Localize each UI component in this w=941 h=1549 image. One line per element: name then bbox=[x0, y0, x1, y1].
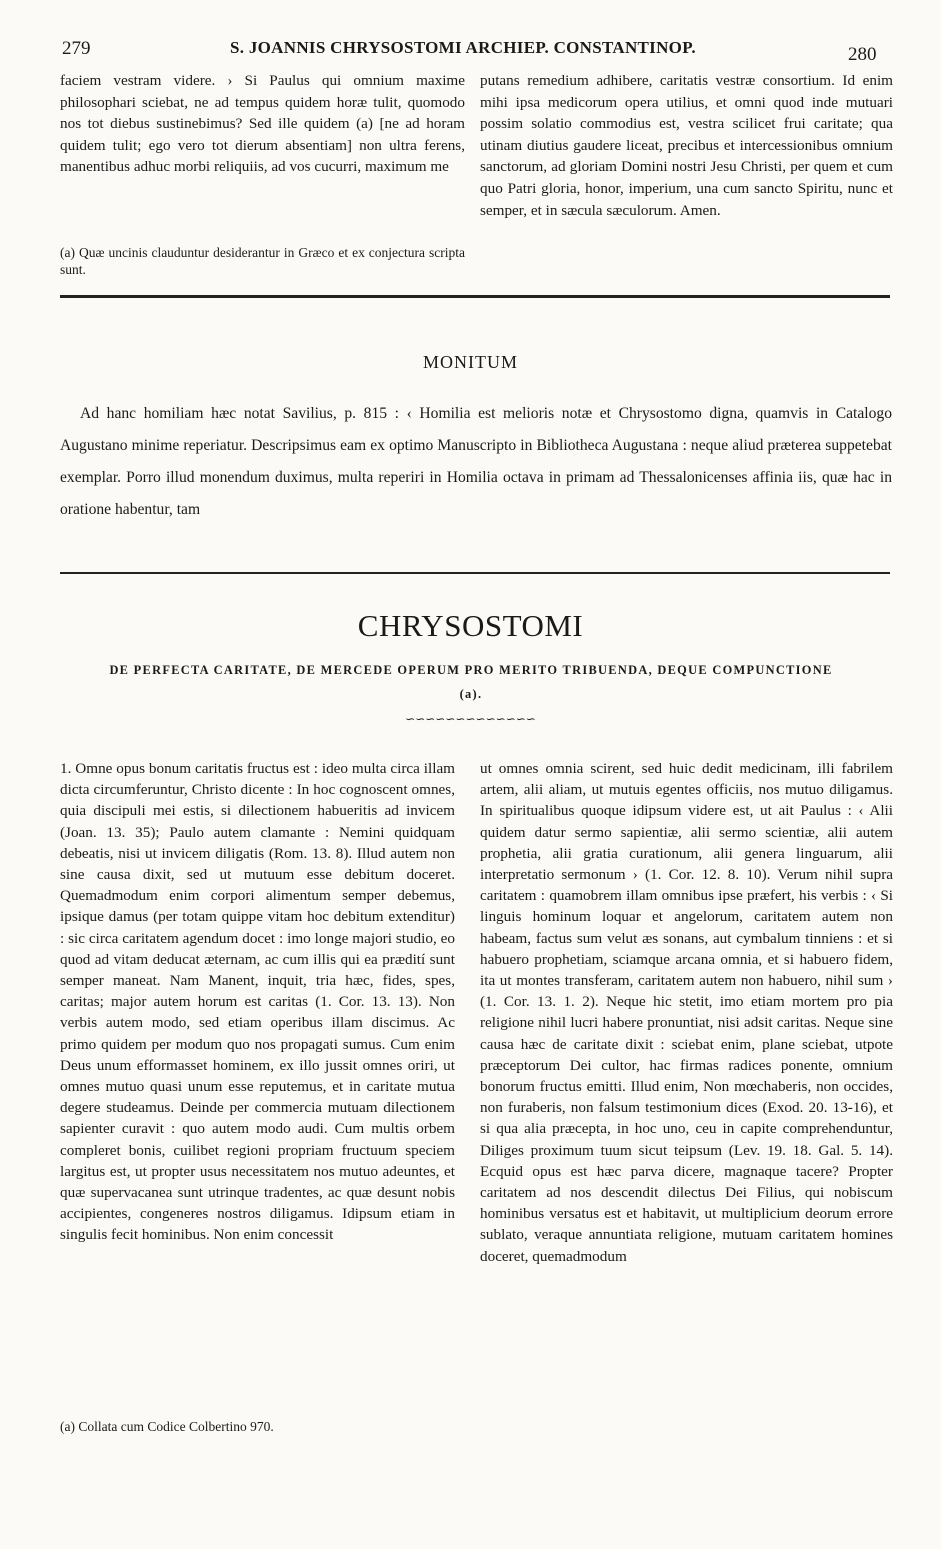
main-left-text: 1. Omne opus bonum caritatis fructus est : ideo multa circa illam dicta circumferuntur, Christo dicente : In hoc cognoscent omnes, quia discipuli mei estis, si dilectionem habueritis ad invicem (Joan. 13. 35); Paulo autem clamante : Nemini quidquam debeatis, nisi ut invicem diligatis (Rom. 13. 8). Illud autem non sine causa dixit, sed ut mutuum esse debitum doceret. Quemadmodum enim corpori alimentum semper debemus, ipsique damus (per totam quippe vitam hoc debitum extenditur) : sic circa caritatem agendum docet : imo longe majori studio, eo quod ad vitam deducat æternam, ac cum illis qui ea prædití sunt semper maneat. Nam Manent, inquit, tria hæc, fides, spes, caritas; major autem horum est caritas (1. Cor. 13. 13). Non verbis autem modo, sed etiam operibus illam discimus. Ac primo quidem per modum quo nos propagati sumus. Cum enim Deus unum efformasset hominem, ex illo jussit omnes oriri, ut omnes mutuo quasi unum esse reputemus, et in caritate mutua degere studeamus. Deinde per commercia mutuam dilectionem sapienter curavit : quo autem modo audi. Cum multis orbem compleret bonis, cuilibet regioni propriam fructuum speciem largitus est, ut propter usus necessitatem nos mutuo adeuntes, et quæ supervacanea sunt utrinque tradentes, ac quæ desunt nobis accipientes, congeneres nostros diligamus. Idipsum etiam in singulis fecit hominibus. Non enim concessit bbox=[60, 760, 455, 1244]
top-left-column bbox=[60, 70, 465, 178]
main-subtitle: DE PERFECTA CARITATE, DE MERCEDE OPERUM PRO MERITO TRIBUENDA, DEQUE COMPUNCTIONE (a). bbox=[109, 663, 833, 701]
main-right-text: ut omnes omnia scirent, sed huic dedit medicinam, illi fabrilem artem, alii aliam, ut mutuis egentes officiis, nos mutuo diligamus. In spiritualibus quoque idipsum videre est, ut ait Paulus : ‹ Alii quidem datur sermo sapientiæ, alii sermo scientiæ, alii autem prophetia, alii gratia curationum, alii genera linguarum, alii interpretatio sermonum › (1. Cor. 12. 8. 10). Verum nihil supra caritatem : quamobrem illam omnibus ipse præfert, his verbis : ‹ Si linguis hominum loquar et angelorum, caritatem autem non habeam, factus sum velut æs sonans, aut cymbalum tinniens : et si habuero prophetiam, sciamque arcana omnia, et si habuero fidem, ita ut montes transferam, caritatem autem non habuero, nihil sum › (1. Cor. 13. 1. 2). Neque hic stetit, imo etiam mortem pro pia religione nihil lucri habere pronuntiat, nisi adsit caritas. Neque sine causa hæc de caritate dixit : sciebat enim, plane sciebat, utpote præceptorum Dei cultor, hac firmas radices ponente, omnium bonorum fructus emitti. Illud enim, Non mœchaberis, non occides, non furaberis, non falsum testimonium dices (Exod. 20. 13-16), et si qua alia præcepta, in hoc uno, ceu in capite comprehenduntur, Diliges proximum tuum sicut teipsum (Lev. 19. 18. Gal. 5. 14). Ecquid opus est hæc parva dicere, magnaque tacere? Propter caritatem ad nos descendit dilectus Dei Filius, qui nobiscum hominibus versatus est et habitavit, ut multiplicium deorum errore sublato, veraque annuntiata religione, mutuam caritatem homines doceret, quemadmodum bbox=[480, 760, 893, 1265]
running-header: S. JOANNIS CHRYSOSTOMI ARCHIEP. CONSTANTINOP. bbox=[230, 38, 696, 57]
monitum-text: Ad hanc homiliam hæc notat Savilius, p. 815 : ‹ Homilia est melioris notæ et Chrysostomo digna, quamvis in Catalogo Augustano minime reperiatur. Descripsimus eam ex optimo Manuscripto in Bibliotheca Augustana : neque aliud præterea suppetebat exemplar. Porro illud monendum duximus, multa reperiri in Homilia octava in primam ad Thessalonicenses affinia iis, quæ hac in oratione habentur, tam bbox=[60, 405, 892, 518]
main-right-column bbox=[480, 758, 893, 1267]
monitum-title: MONITUM bbox=[423, 352, 518, 372]
main-title: CHRYSOSTOMI bbox=[357, 608, 584, 643]
top-left-footnote: (a) Quæ uncinis clauduntur desiderantur in Græco et ex conjectura scripta sunt. bbox=[60, 245, 465, 277]
page-number-left: 279 bbox=[62, 38, 91, 59]
page-number-right: 280 bbox=[848, 44, 877, 65]
main-footnote: (a) Collata cum Codice Colbertino 970. bbox=[60, 1419, 274, 1434]
ornament-divider: ∽∽∽∽∽∽∽∽∽∽∽∽∽ bbox=[405, 712, 536, 726]
monitum-body bbox=[60, 398, 892, 526]
top-right-column bbox=[480, 70, 893, 221]
main-left-column bbox=[60, 758, 455, 1246]
section-rule-top bbox=[60, 295, 890, 298]
section-rule-middle bbox=[60, 572, 890, 574]
top-left-text: faciem vestram videre. › Si Paulus qui omnium maxime philosophari sciebat, ne ad tempus quidem horæ tulit, quomodo nos tot diebus sustinebimus? Sed ille quidem (a) [ne ad horam quidem tulit; ego vero tot dierum absentiam] non ultra ferens, manentibus adhuc morbi reliquiis, ad vos cucurri, maximum me bbox=[60, 72, 465, 176]
top-right-text: putans remedium adhibere, caritatis vestræ consortium. Id enim mihi ipsa medicorum opera utilius, et omni quod inde mutuari possim solatio commodius est, vestra scilicet frui caritate; qua utinam diutius gaudere liceat, precibus et intercessionibus omnium sanctorum, ad gloriam Domini nostri Jesu Christi, per quem et cum quo Patri gloria, honor, imperium, una cum sancto Spiritu, nunc et semper, et in sæcula sæculorum. Amen. bbox=[480, 72, 893, 219]
